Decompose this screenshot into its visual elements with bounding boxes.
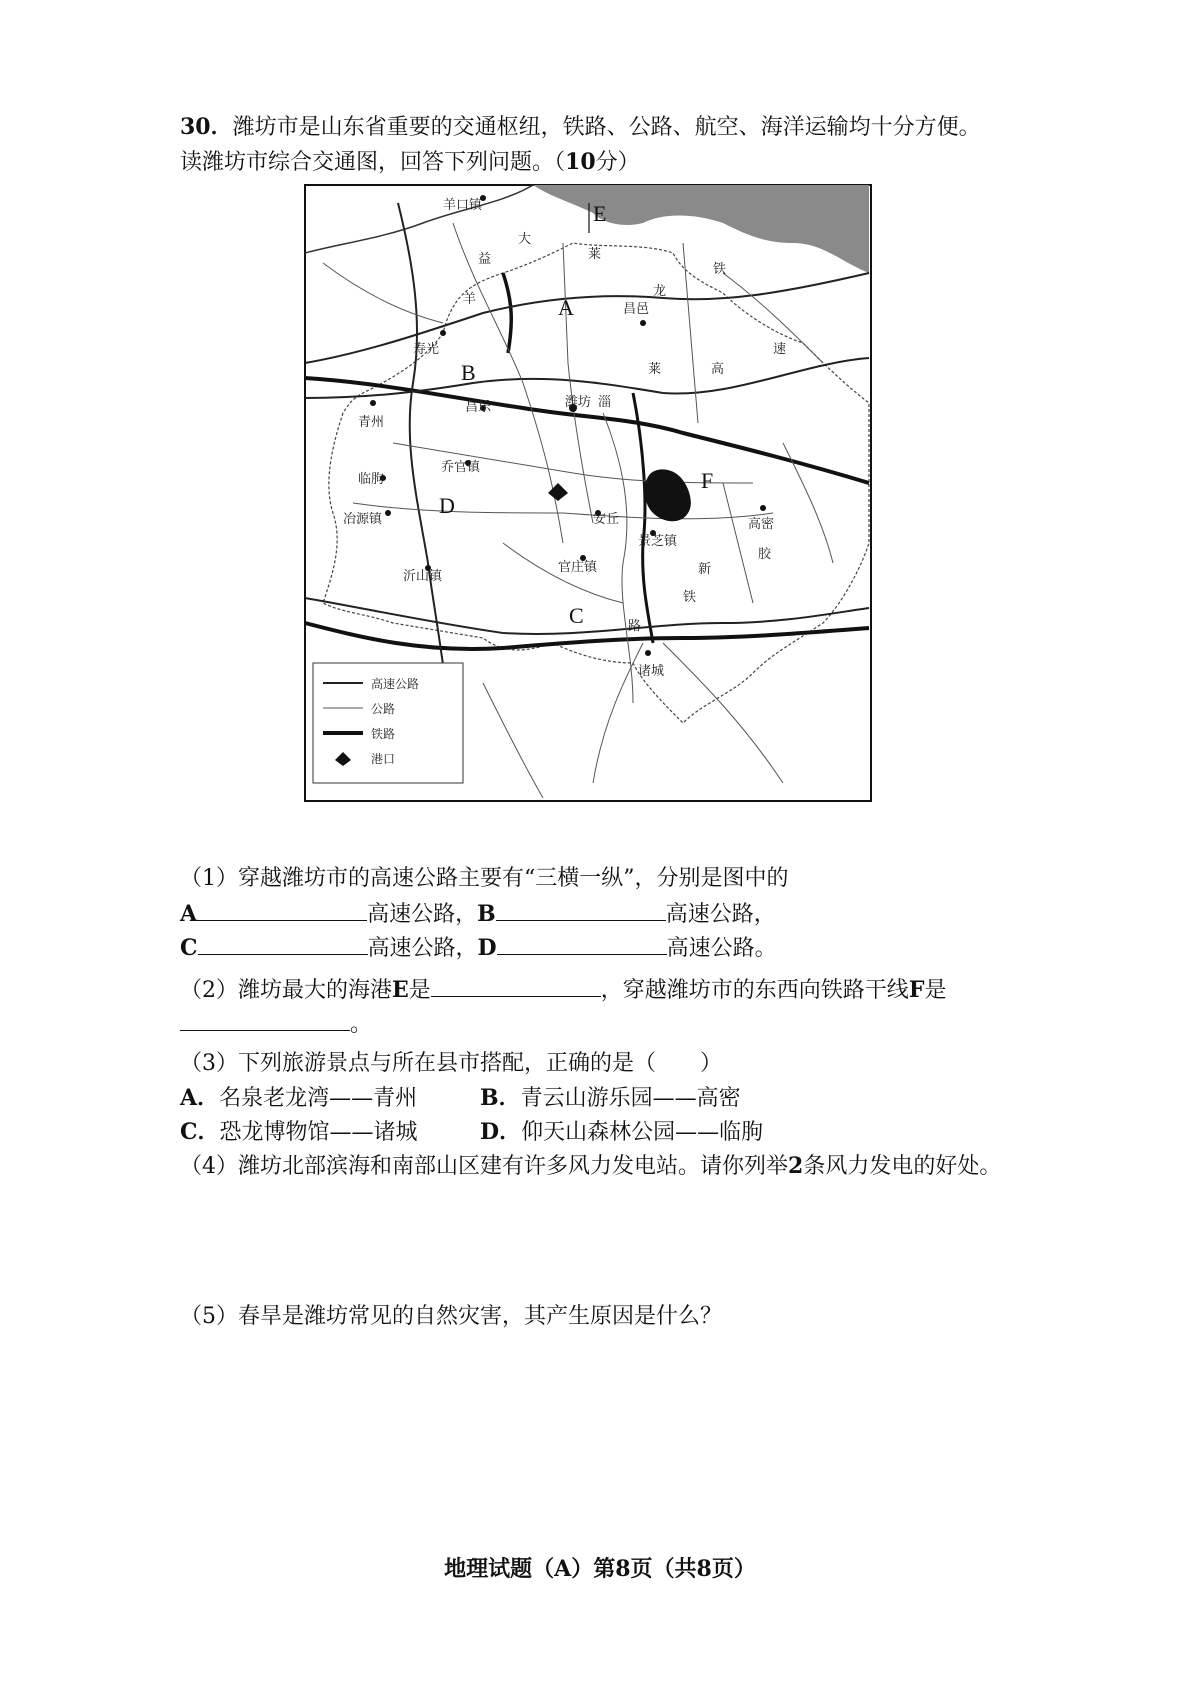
q1-stem: （1）穿越潍坊市的高速公路主要有“三横一纵”，分别是图中的 xyxy=(180,866,789,891)
map-svg xyxy=(303,183,873,803)
town-weifang: 潍坊 xyxy=(565,395,592,410)
q2-label-F: F xyxy=(908,977,925,1003)
q3-option-D-text: 仰天山森林公园——临朐 xyxy=(521,1120,764,1145)
q1-suffix-D: 高速公路。 xyxy=(666,936,777,961)
q3-stem: （3）下列旅游景点与所在县市搭配，正确的是（ ） xyxy=(180,1051,722,1076)
map-letter-F: F xyxy=(701,468,714,493)
q1-row-cd xyxy=(180,930,777,966)
page-footer xyxy=(0,1552,1200,1583)
road-char-jiao: 胶 xyxy=(758,547,772,562)
q4-part1: （4）潍坊北部滨海和南部山区建有许多风力发电站。请你列举 xyxy=(180,1154,788,1179)
q3-option-B-letter: B． xyxy=(480,1085,521,1111)
points-suffix: 分） xyxy=(595,150,640,175)
road-char-lu: 路 xyxy=(628,619,642,634)
q1-label-C: C xyxy=(180,935,198,961)
q1-label-B: B xyxy=(477,901,496,927)
q3-option-C[interactable] xyxy=(180,1115,480,1150)
road-char-su: 速 xyxy=(773,342,787,357)
town-zhucheng: 诸城 xyxy=(638,664,665,679)
q1-suffix-C: 高速公路， xyxy=(367,936,478,961)
road-char-lai2: 莱 xyxy=(648,362,662,377)
legend-highway: 高速公路 xyxy=(371,677,420,691)
q1-row-ab xyxy=(180,896,776,932)
town-yangkou: 羊口镇 xyxy=(443,198,483,213)
q3-options-row-1 xyxy=(180,1081,741,1116)
q1-label-D: D xyxy=(477,935,497,961)
intro-line-2: 读潍坊市综合交通图，回答下列问题。（ xyxy=(180,150,566,175)
town-changle: 昌乐 xyxy=(465,400,492,415)
map-letter-C: C xyxy=(569,603,584,628)
points-value: 10 xyxy=(565,149,596,175)
town-qiaoguan: 乔官镇 xyxy=(441,460,481,475)
question-30-intro xyxy=(180,110,1120,180)
q3-option-A[interactable] xyxy=(180,1081,480,1116)
q1-label-A: A xyxy=(180,901,198,927)
footer-page: 8 xyxy=(615,1556,631,1582)
town-gaomi: 高密 xyxy=(748,517,775,532)
road-char-long: 龙 xyxy=(653,284,667,299)
q5-answer-area[interactable] xyxy=(180,1345,1080,1525)
q5-stem: （5）春旱是潍坊常见的自然灾害，其产生原因是什么？ xyxy=(180,1304,722,1329)
question-number: 30． xyxy=(180,114,233,140)
q1-blank-B[interactable] xyxy=(496,896,666,921)
road-char-zi: 淄 xyxy=(598,395,612,410)
q3-option-A-letter: A． xyxy=(180,1085,220,1111)
q4-part2: 条风力发电的好处。 xyxy=(803,1154,1002,1179)
q2-end: 。 xyxy=(350,1012,373,1037)
town-linqu: 临朐 xyxy=(358,472,385,487)
road-char-yi: 益 xyxy=(478,252,492,267)
town-changyi: 昌邑 xyxy=(623,302,650,317)
q1-blank-A[interactable] xyxy=(197,896,367,921)
q2-row-2 xyxy=(180,1006,372,1042)
q1-blank-D[interactable] xyxy=(497,930,667,955)
legend-road: 公路 xyxy=(371,702,396,716)
q4-num: 2 xyxy=(788,1153,804,1179)
town-qingzhou: 青州 xyxy=(358,415,385,430)
road-char-tie-ne: 铁 xyxy=(713,262,727,277)
q3-option-A-text: 名泉老龙湾——青州 xyxy=(219,1086,418,1111)
q4-stem xyxy=(180,1149,1001,1184)
road-char-da: 大 xyxy=(518,232,532,247)
q2-part1: （2）潍坊最大的海港 xyxy=(180,978,392,1003)
road-char-tie-se: 铁 xyxy=(683,590,697,605)
legend-railway: 铁路 xyxy=(371,727,396,741)
q2-part3: ，穿越潍坊市的东西向铁路干线 xyxy=(600,978,909,1003)
footer-part2: 页（共 xyxy=(630,1556,697,1582)
q2-part2: 是 xyxy=(408,978,431,1003)
q1-blank-C[interactable] xyxy=(198,930,368,955)
weifang-transport-map xyxy=(303,183,873,803)
q1-suffix-A: 高速公路， xyxy=(367,902,478,927)
q3-option-C-text: 恐龙博物馆——诸城 xyxy=(219,1120,418,1145)
q4-answer-area[interactable] xyxy=(180,1195,1080,1295)
road-char-xin: 新 xyxy=(698,562,712,577)
map-legend xyxy=(313,663,463,783)
town-anqiu: 安丘 xyxy=(593,512,620,527)
road-char-lai: 莱 xyxy=(588,247,602,262)
map-letter-D: D xyxy=(439,493,455,518)
q3-option-D[interactable] xyxy=(480,1115,763,1150)
map-letter-E: E xyxy=(593,201,607,226)
road-char-gao: 高 xyxy=(711,362,725,377)
footer-part1: 地理试题（A）第 xyxy=(444,1556,616,1582)
town-yishan: 沂山镇 xyxy=(403,569,443,584)
town-jingzhi: 景芝镇 xyxy=(638,534,678,549)
q2-label-E: E xyxy=(392,977,409,1003)
map-letter-B: B xyxy=(461,360,476,385)
q2-blank-E[interactable] xyxy=(431,972,601,997)
q2-part4: 是 xyxy=(924,978,947,1003)
footer-total: 8 xyxy=(696,1556,712,1582)
map-letter-A: A xyxy=(558,295,574,320)
town-yeyuan: 冶源镇 xyxy=(343,512,383,527)
q3-option-B[interactable] xyxy=(480,1081,741,1116)
intro-line-1: 潍坊市是山东省重要的交通枢纽，铁路、公路、航空、海洋运输均十分方便。 xyxy=(232,115,981,140)
q2-blank-F[interactable] xyxy=(180,1006,350,1031)
legend-port: 港口 xyxy=(371,752,396,766)
q3-option-B-text: 青云山游乐园——高密 xyxy=(520,1086,741,1111)
town-shouguang: 寿光 xyxy=(413,342,440,357)
town-guanzhuang: 官庄镇 xyxy=(558,560,598,575)
footer-part3: 页） xyxy=(711,1556,756,1582)
q2-row-1 xyxy=(180,972,946,1008)
q3-option-D-letter: D． xyxy=(480,1119,522,1145)
road-char-yang: 羊 xyxy=(463,292,477,307)
q1-suffix-B: 高速公路， xyxy=(665,902,776,927)
q3-options-row-2 xyxy=(180,1115,763,1150)
q3-option-C-letter: C． xyxy=(180,1119,220,1145)
